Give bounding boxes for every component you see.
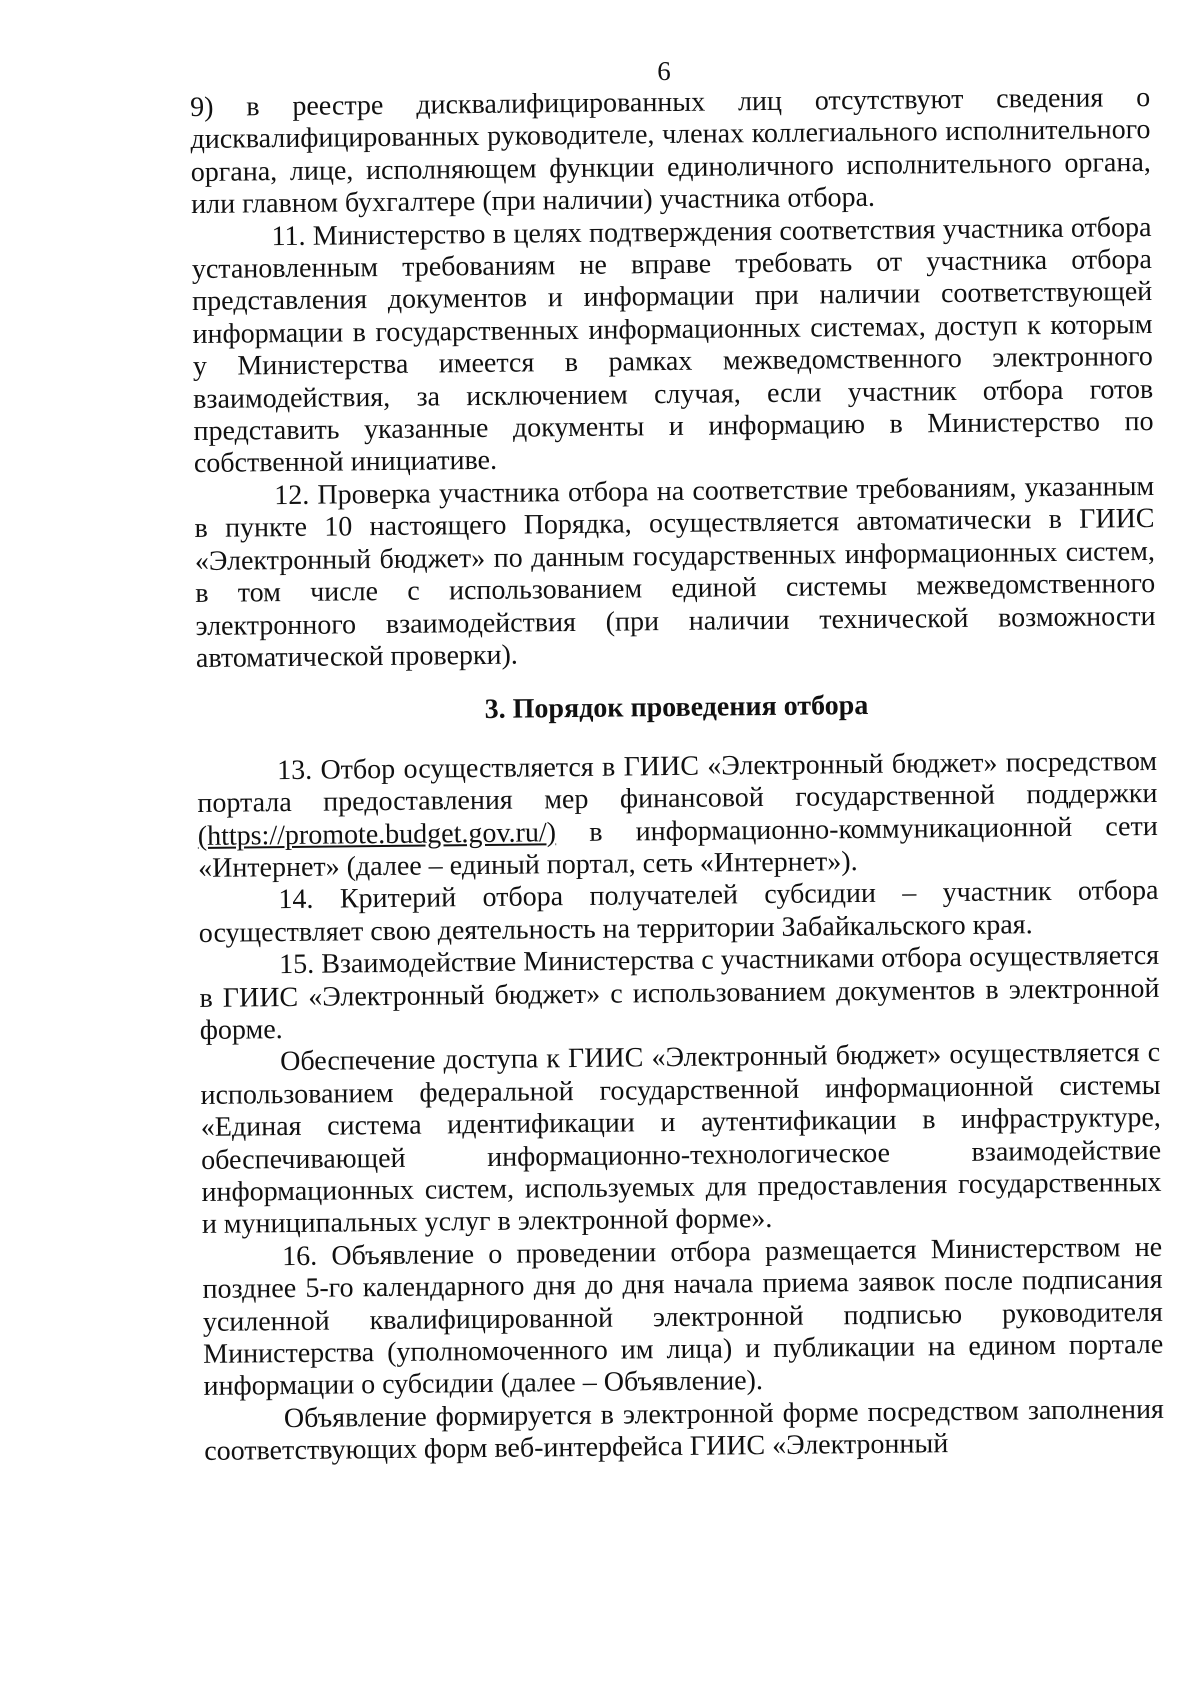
paragraph-13 (197, 746, 1158, 886)
document-body (190, 82, 1164, 1469)
paragraph-12: 12. Проверка участника отбора на соответствие требованиям, указанным в пункте 10 настоящего Порядка, осуществляется автоматически в ГИИС «Электронный бюджет» по данным государственных информационных систем, в том числе с использованием единой системы межведомственного электронного взаимодействия (при наличии технической возможности автоматической проверки). (194, 470, 1156, 674)
paragraph-item-9: 9) в реестре дисквалифицированных лиц отсутствуют сведения о дисквалифицированных руководителе, членах коллегиального исполнительного органа, лице, исполняющем функции единоличного исполнительного органа, или главном бухгалтере (при наличии) участника отбора. (190, 81, 1151, 221)
paragraph-14: 14. Критерий отбора получателей субсидии – участник отбора осуществляет свою деятельность на территории Забайкальского края. (198, 875, 1159, 949)
page-number: 6 (657, 56, 671, 86)
paragraph-16-announcement: Объявление формируется в электронной форме посредством заполнения соответствующих форм веб-интерфейса ГИИС «Электронный (204, 1393, 1165, 1468)
paragraph-15: 15. Взаимодействие Министерства с участниками отбора осуществляется в ГИИС «Электронный бюджет» с использованием документов в электронной форме. (199, 940, 1160, 1046)
portal-link[interactable]: (https://promote.budget.gov.ru/) (197, 816, 557, 852)
paragraph-13-text-end: в информационно-коммуникационной сети «Интернет» (далее – единый портал, сеть «Интернет»). (197, 810, 1158, 884)
paragraph-16: 16. Объявление о проведении отбора размещается Министерством не позднее 5-го календарного дня до дня начала приема заявок после подписания усиленной квалифицированной электронной подписью руководителя Министерства (уполномоченного им лица) и публикации на едином портале информации о субсидии (далее – Объявление). (202, 1231, 1164, 1403)
paragraph-11: 11. Министерство в целях подтверждения соответствия участника отбора установленным требованиям не вправе требовать от участника отбора представления документов и информации при наличии соответствующей информации в государственных информационных системах, доступ к которым у Министерства имеется в рамках межведомственного электронного взаимодействия, за исключением случая, если участник отбора готов представить указанные документы и информацию в Министерство по собственной инициативе. (191, 211, 1154, 480)
paragraph-15-access: Обеспечение доступа к ГИИС «Электронный бюджет» осуществляется с использованием федеральной государственной информационной системы «Единая система идентификации и аутентификации в инфраструктуре, обеспечивающей информационно-технологическое взаимодействие информационных систем, используемых для предоставления государственных и муниципальных услуг в электронной форме». (200, 1037, 1162, 1241)
paragraph-13-text-start: 13. Отбор осуществляется в ГИИС «Электронный бюджет» посредством портала предоставления мер финансовой государственной поддержки (197, 745, 1158, 820)
section-heading: 3. Порядок проведения отбора (484, 690, 869, 726)
